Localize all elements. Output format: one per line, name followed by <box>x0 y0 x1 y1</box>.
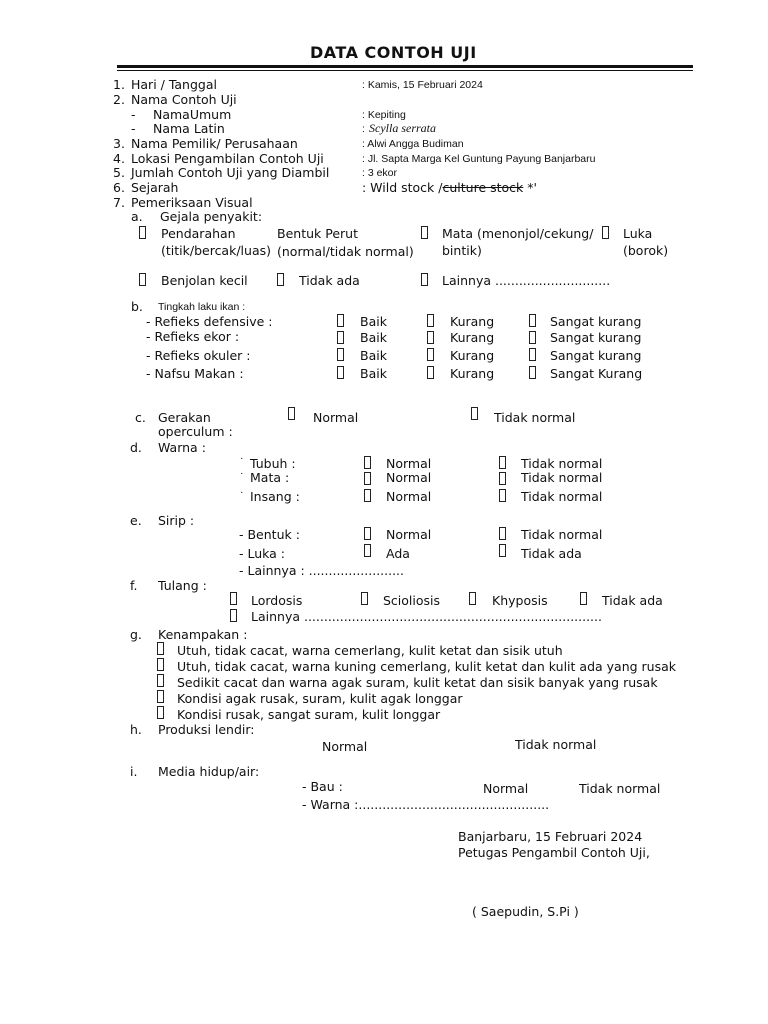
signature-role: Petugas Pengambil Contoh Uji, <box>458 845 650 860</box>
section-marker: e. <box>130 513 142 528</box>
option-poor: Kurang <box>450 314 495 329</box>
item-number: 6. <box>113 180 125 195</box>
checkbox-wound[interactable] <box>602 226 609 239</box>
field-value-quantity: : 3 ekor <box>362 167 398 179</box>
item-number: 4. <box>113 151 125 166</box>
checkbox-poor[interactable] <box>427 366 434 379</box>
checkbox-normal[interactable] <box>364 489 371 502</box>
option-scoliosis: Scioliosis <box>383 593 441 608</box>
option-wound: Luka <box>623 226 653 241</box>
field-label-visual-exam: Pemeriksaan Visual <box>131 195 253 210</box>
field-value-common-name: : Kepiting <box>362 109 406 121</box>
checkbox-lordosis[interactable] <box>230 592 237 605</box>
field-label-history: Sejarah <box>131 180 179 195</box>
section-marker: f. <box>130 578 138 593</box>
section-label-fins: Sirip : <box>158 513 195 528</box>
option-abnormal: Tidak normal <box>521 527 603 542</box>
checkbox-kyphosis[interactable] <box>469 592 476 605</box>
checkbox-present[interactable] <box>364 544 371 557</box>
section-marker: d. <box>130 440 142 455</box>
option-normal: Normal <box>483 781 529 796</box>
checkbox-none[interactable] <box>580 592 587 605</box>
option-bleeding-detail: (titik/bercak/luas) <box>161 243 271 258</box>
signature-place-date: Banjarbaru, 15 Februari 2024 <box>458 829 643 844</box>
checkbox-normal[interactable] <box>364 472 371 485</box>
option-wound-detail: (borok) <box>623 243 669 258</box>
option-appearance-3: Sedikit cacat dan warna agak suram, kulit ketat dan sisik banyak yang rusak <box>177 675 658 690</box>
checkbox-appearance-2[interactable] <box>157 658 164 671</box>
title-rule-thick <box>117 65 693 68</box>
section-marker: c. <box>135 410 146 425</box>
row-label-color: - Warna :................................................ <box>302 797 550 812</box>
field-label-quantity: Jumlah Contoh Uji yang Diambil <box>131 165 330 180</box>
option-poor: Kurang <box>450 348 495 363</box>
row-label-odor: - Bau : <box>302 779 343 794</box>
option-normal: Normal <box>386 470 432 485</box>
bullet: · <box>240 467 244 479</box>
option-present: Ada <box>386 546 410 561</box>
checkbox-good[interactable] <box>337 348 344 361</box>
field-value-history: : Wild stock /culture stock *' <box>362 180 537 195</box>
row-label-wound: - Luka : <box>239 546 286 561</box>
row-label-other: - Lainnya : ........................ <box>239 563 405 578</box>
field-label-location: Lokasi Pengambilan Contoh Uji <box>131 151 324 166</box>
field-label-common-name: NamaUmum <box>153 107 232 122</box>
section-label-water-medium: Media hidup/air: <box>158 764 260 779</box>
field-label-date: Hari / Tanggal <box>131 77 217 92</box>
field-value-date: : Kamis, 15 Februari 2024 <box>362 79 483 91</box>
colon: : <box>362 123 365 135</box>
checkbox-eyes[interactable] <box>421 226 428 239</box>
option-very-poor: Sangat kurang <box>550 330 642 345</box>
field-value-location: : Jl. Sapta Marga Kel Guntung Payung Banjarbaru <box>362 153 596 165</box>
option-abnormal: Tidak normal <box>515 737 597 752</box>
checkbox-good[interactable] <box>337 331 344 344</box>
option-abnormal: Tidak normal <box>579 781 661 796</box>
section-label-symptoms: Gejala penyakit: <box>160 209 263 224</box>
checkbox-normal[interactable] <box>364 456 371 469</box>
dash: - <box>131 107 136 122</box>
option-appearance-2: Utuh, tidak cacat, warna kuning cemerlang, kulit ketat dan kulit ada yang rusak <box>177 659 676 674</box>
row-label-body: Tubuh : <box>250 456 296 471</box>
checkbox-other[interactable] <box>421 273 428 286</box>
option-lordosis: Lordosis <box>251 593 303 608</box>
checkbox-normal[interactable] <box>288 407 295 420</box>
section-marker: h. <box>130 722 142 737</box>
row-label-eyes: Mata : <box>250 470 290 485</box>
option-poor: Kurang <box>450 366 495 381</box>
option-very-poor: Sangat kurang <box>550 348 642 363</box>
checkbox-appearance-1[interactable] <box>157 642 164 655</box>
option-abnormal: Tidak normal <box>521 456 603 471</box>
checkbox-poor[interactable] <box>427 331 434 344</box>
dash: - <box>131 121 136 136</box>
option-normal: Normal <box>322 739 368 754</box>
option-appearance-1: Utuh, tidak cacat, warna cemerlang, kulit ketat dan sisik utuh <box>177 643 563 658</box>
checkbox-abnormal[interactable] <box>499 489 506 502</box>
row-label-ocular-reflex: - Refieks okuler : <box>146 348 251 363</box>
section-label-appearance: Kenampakan : <box>158 627 248 642</box>
option-very-poor: Sangat kurang <box>550 314 642 329</box>
option-other: Lainnya ............................. <box>442 273 611 288</box>
field-value-latin-name: Scylla serrata <box>369 121 436 135</box>
option-kyphosis: Khyposis <box>492 593 548 608</box>
option-normal: Normal <box>313 410 359 425</box>
row-label-defensive-reflex: - Refieks defensive : <box>146 314 273 329</box>
bullet: · <box>240 486 244 498</box>
field-label-owner: Nama Pemilik/ Perusahaan <box>131 136 298 151</box>
checkbox-scoliosis[interactable] <box>361 592 368 605</box>
section-label-bones: Tulang : <box>158 578 207 593</box>
option-appearance-5: Kondisi rusak, sangat suram, kulit longgar <box>177 707 441 722</box>
option-good: Baik <box>360 330 387 345</box>
row-label-gills: Insang : <box>250 489 300 504</box>
field-value-owner: : Alwi Angga Budiman <box>362 138 464 150</box>
option-eyes: Mata (menonjol/cekung/ <box>442 226 594 241</box>
checkbox-good[interactable] <box>337 314 344 327</box>
item-number: 3. <box>113 136 125 151</box>
option-normal: Normal <box>386 456 432 471</box>
checkbox-abnormal[interactable] <box>471 407 478 420</box>
checkbox-very-poor[interactable] <box>529 331 536 344</box>
option-very-poor: Sangat Kurang <box>550 366 643 381</box>
field-label-sample-name: Nama Contoh Uji <box>131 92 237 107</box>
checkbox-good[interactable] <box>337 366 344 379</box>
checkbox-abnormal[interactable] <box>499 527 506 540</box>
checkbox-very-poor[interactable] <box>529 348 536 361</box>
section-marker: b. <box>131 299 143 314</box>
checkbox-appearance-4[interactable] <box>157 690 164 703</box>
option-normal: Normal <box>386 489 432 504</box>
option-normal: Normal <box>386 527 432 542</box>
option-poor: Kurang <box>450 330 495 345</box>
document-title: DATA CONTOH UJI <box>310 43 477 62</box>
option-abdomen: Bentuk Perut <box>277 226 358 241</box>
checkbox-lump[interactable] <box>139 273 146 286</box>
option-good: Baik <box>360 348 387 363</box>
section-label-color: Warna : <box>158 440 206 455</box>
field-label-latin-name: Nama Latin <box>153 121 225 136</box>
section-label-mucus: Produksi lendir: <box>158 722 255 737</box>
checkbox-poor[interactable] <box>427 314 434 327</box>
option-abnormal: Tidak normal <box>521 470 603 485</box>
option-abnormal: Tidak normal <box>521 489 603 504</box>
option-eyes-detail: bintik) <box>442 243 482 258</box>
checkbox-other[interactable] <box>230 609 237 622</box>
item-number: 2. <box>113 92 125 107</box>
checkbox-bleeding[interactable] <box>139 226 146 239</box>
checkbox-none[interactable] <box>277 273 284 286</box>
option-none: Tidak ada <box>299 273 360 288</box>
checkbox-appearance-3[interactable] <box>157 674 164 687</box>
checkbox-appearance-5[interactable] <box>157 706 164 719</box>
checkbox-very-poor[interactable] <box>529 366 536 379</box>
checkbox-abnormal[interactable] <box>499 472 506 485</box>
option-abdomen-detail: (normal/tidak normal) <box>277 244 414 259</box>
checkbox-very-poor[interactable] <box>529 314 536 327</box>
item-number: 7. <box>113 195 125 210</box>
option-appearance-4: Kondisi agak rusak, suram, kulit agak longgar <box>177 691 463 706</box>
section-label-operculum: Gerakan <box>158 410 211 425</box>
section-label-behavior: Tingkah laku ikan : <box>158 301 246 313</box>
option-other: Lainnya ........................................................................... <box>251 609 602 624</box>
row-label-tail-reflex: - Refieks ekor : <box>146 329 240 344</box>
section-marker: a. <box>131 209 143 224</box>
option-bleeding: Pendarahan <box>161 226 236 241</box>
item-number: 5. <box>113 165 125 180</box>
title-rule-thin <box>117 70 693 71</box>
option-abnormal: Tidak normal <box>494 410 576 425</box>
option-good: Baik <box>360 314 387 329</box>
checkbox-absent[interactable] <box>499 544 506 557</box>
option-lump: Benjolan kecil <box>161 273 248 288</box>
bullet: · <box>240 452 244 464</box>
option-none: Tidak ada <box>602 593 663 608</box>
signature-name: ( Saepudin, S.Pi ) <box>472 904 579 919</box>
checkbox-abnormal[interactable] <box>499 456 506 469</box>
section-label-operculum-cont: operculum : <box>158 424 233 439</box>
section-marker: i. <box>130 764 138 779</box>
option-good: Baik <box>360 366 387 381</box>
checkbox-normal[interactable] <box>364 527 371 540</box>
item-number: 1. <box>113 77 125 92</box>
section-marker: g. <box>130 627 142 642</box>
row-label-appetite: - Nafsu Makan : <box>146 366 244 381</box>
checkbox-poor[interactable] <box>427 348 434 361</box>
row-label-shape: - Bentuk : <box>239 527 300 542</box>
option-absent: Tidak ada <box>521 546 582 561</box>
